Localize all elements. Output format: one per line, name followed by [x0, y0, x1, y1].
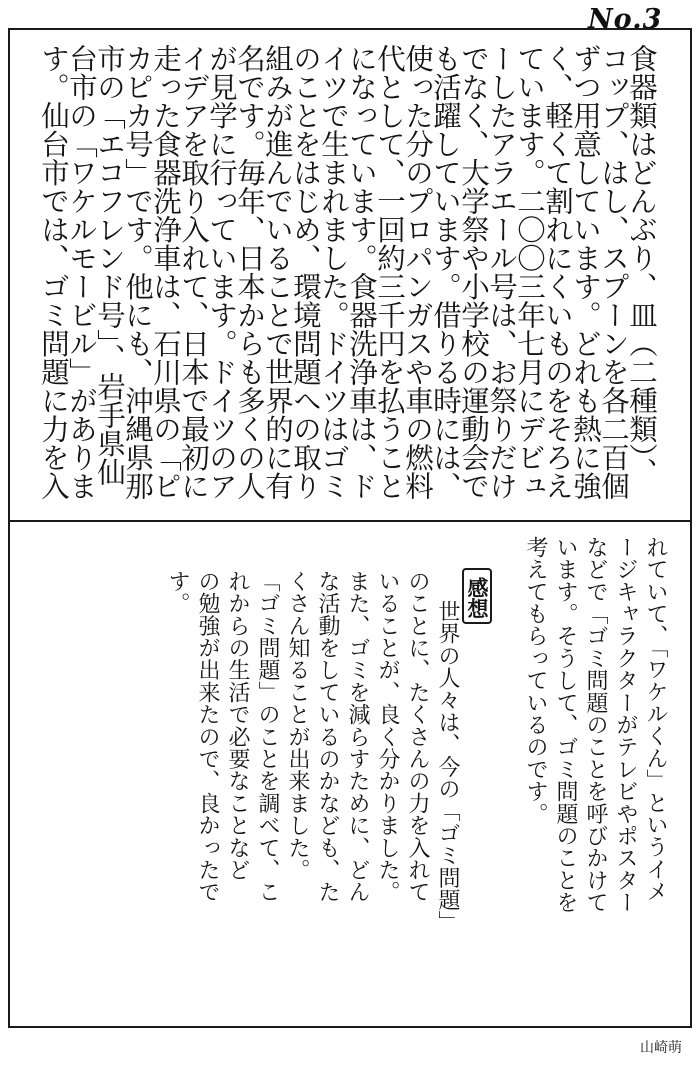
- text-column: などで「ゴミ問題のことを呼びかけて: [583, 536, 608, 914]
- text-column: また、ゴミを減らすために、どん: [345, 570, 370, 903]
- text-column: れていて、「ワケルくん」というイメ: [643, 536, 668, 903]
- text-column: のことに、たくさんの力を入れて: [405, 570, 430, 903]
- text-column: 走った食器洗浄車は、石川県の「ピ: [149, 44, 182, 500]
- text-column: のことをはじめ、環境問題への取り: [289, 44, 322, 500]
- text-column: 組みが進んでいることで世界的に有: [261, 44, 294, 500]
- text-column: ーしたアラエール号は、お祭りだけ: [485, 44, 518, 500]
- text-column: 使った分のプロパンガスや車の燃料: [401, 44, 434, 500]
- text-column: く、軽くて割れにくいものをそろえ: [541, 44, 574, 500]
- text-column: ージキャラクターがテレビやポスター: [613, 536, 638, 914]
- reflection-heading: 感想: [462, 568, 492, 624]
- text-column: いることが、良く分かりました。: [375, 570, 400, 903]
- text-column: 世界の人々は、今の「ゴミ問題」: [435, 600, 460, 933]
- text-column: が見学に行っています。ドイツのア: [205, 44, 238, 500]
- text-column: す。仙台市では、ゴミ問題に力を入: [37, 44, 70, 500]
- text-column: イツで生まれました。ドイツはゴミ: [317, 44, 350, 500]
- text-column: 食器類はどんぶり、皿（二種類）、: [625, 44, 658, 486]
- text-column: ずつ用意しています。どれも熱に強: [569, 44, 602, 500]
- text-column: 「ゴミ問題」のことを調べて、こ: [255, 570, 280, 903]
- text-column: 考えてもらっているのです。: [523, 536, 548, 825]
- text-column: 台市の「ワケルモービル」がありま: [65, 44, 98, 500]
- text-column: す。: [165, 570, 190, 615]
- author-signature: 山崎萌: [640, 1040, 682, 1056]
- text-column: 代として、一回約三千円を払うこと: [373, 44, 406, 500]
- text-column: でなく、大学祭や小学校の運動会で: [457, 44, 490, 500]
- text-column: ています。二〇〇三年七月にデビュ: [513, 44, 546, 500]
- section-divider: [8, 520, 692, 522]
- text-column: くさん知ることが出来ました。: [285, 570, 310, 881]
- text-column: の勉強が出来たので、良かったで: [195, 570, 220, 903]
- page-number: No.3: [588, 4, 663, 35]
- text-column: れからの生活で必要なことなど: [225, 570, 250, 881]
- text-column: も活躍しています。借りる時には、: [429, 44, 462, 500]
- text-column: になっています。食器洗浄車は、ド: [345, 44, 378, 500]
- text-column: イデアを取り入れて、日本で最初に: [177, 44, 210, 500]
- text-column: います。そうして、ゴミ問題のことを: [553, 536, 578, 914]
- text-column: カピカ号」です。他にも、沖縄県那: [121, 44, 154, 500]
- text-column: コップ、はし、スプーンを各二百個: [597, 44, 630, 500]
- text-column: 名です。毎年、日本からも多くの人: [233, 44, 266, 500]
- text-column: 市の「エコフレンド号」、岩手県仙: [93, 44, 126, 486]
- text-column: な活動をしているのかなども、た: [315, 570, 340, 903]
